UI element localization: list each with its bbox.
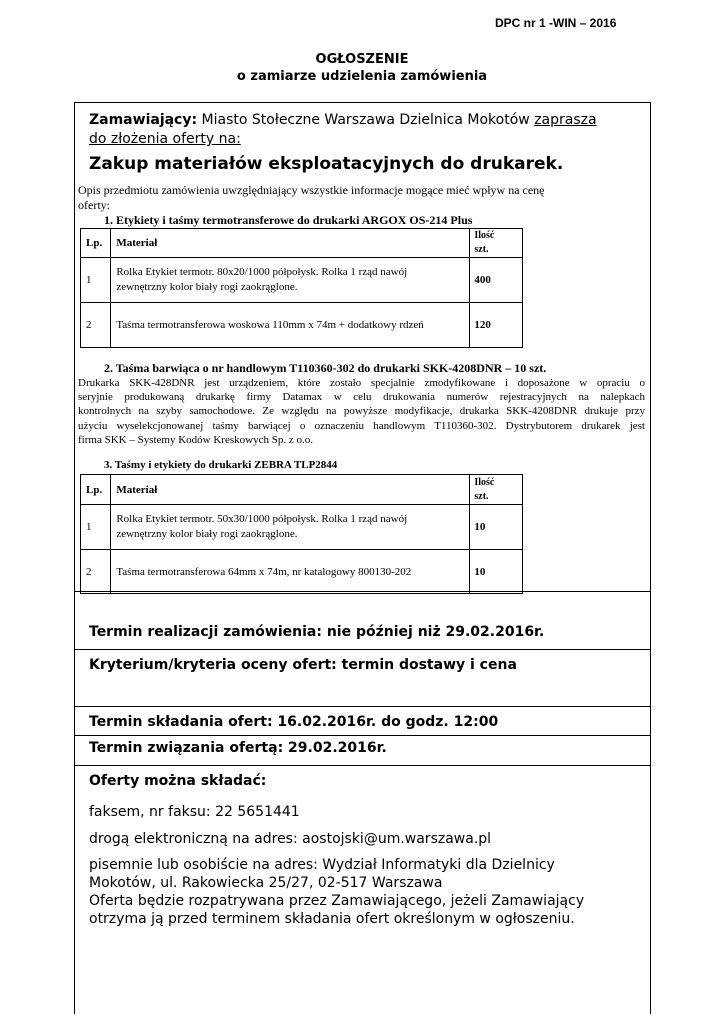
material-line: Rolka Etykiet termotr. 80x20/1000 półpołysk. Rolka 1 rząd nawój	[116, 266, 408, 278]
qty-label: Ilość	[474, 476, 495, 488]
table-row	[81, 550, 523, 594]
material-line: zewnętrzny kolor biały rogi zaokrąglone.	[116, 281, 298, 293]
row-material: Taśma termotransferowa 64mm x 74m, nr katalogowy 800130-202	[111, 550, 470, 594]
materials-table-2	[80, 474, 523, 594]
invite-text-2: do złożenia oferty na:	[89, 131, 241, 147]
divider	[74, 765, 651, 766]
binding-period: Termin związania ofertą: 29.02.2016r.	[89, 740, 387, 756]
row-lp: 1	[81, 258, 111, 303]
order-subject: Zakup materiałów eksploatacyjnych do drukarek.	[89, 154, 564, 174]
page-subtitle: o zamiarze udzielenia zamówienia	[236, 69, 488, 84]
email-info: drogą elektroniczną na adres: aostojski@um.warszawa.pl	[89, 831, 492, 847]
note-line: Oferta będzie rozpatrywana przez Zamawiającego, jeżeli Zamawiający	[89, 893, 585, 909]
section3-heading: 3. Taśmy i etykiety do drukarki ZEBRA TLP2844	[104, 459, 338, 471]
buyer-line	[89, 111, 639, 130]
row-qty: 120	[470, 303, 523, 348]
paragraph-line: seryjnie produkowaną drukarkę firmy Datamax w celu drukowania numerów rejestracyjnych na nalepkach	[78, 391, 645, 404]
column-header-material: Materiał	[111, 229, 470, 258]
row-qty: 400	[470, 258, 523, 303]
buyer-label: Zamawiający:	[89, 112, 198, 128]
divider	[74, 706, 651, 707]
materials-table-1	[80, 228, 523, 348]
section2-heading: 2. Taśma barwiąca o nr handlowym T110360-302 do drukarki SKK-4208DNR – 10 szt.	[104, 361, 547, 375]
postal-line: pisemnie lub osobiście na adres: Wydział Informatyki dla Dzielnicy	[89, 857, 555, 873]
row-material	[111, 258, 470, 303]
frame-right	[650, 102, 651, 1014]
frame-left	[74, 102, 75, 1014]
column-header-qty	[470, 229, 523, 258]
material-line: Rolka Etykiet termotr. 50x30/1000 półpołysk. Rolka 1 rząd nawój	[116, 513, 408, 525]
note-line: otrzyma ją przed terminem składania ofert określonym w ogłoszeniu.	[89, 911, 575, 927]
submission-deadline: Termin składania ofert: 16.02.2016r. do godz. 12:00	[89, 714, 499, 730]
realization-deadline: Termin realizacji zamówienia: nie później niż 29.02.2016r.	[89, 624, 545, 640]
description-intro: Opis przedmiotu zamówienia uwzględniający wszystkie informacje mogące mieć wpływ na cenę	[78, 183, 545, 197]
table-row	[81, 258, 523, 303]
description-intro-2: oferty:	[78, 198, 110, 212]
column-header-qty	[470, 475, 523, 505]
buyer-name: Miasto Stołeczne Warszawa Dzielnica Mokotów	[201, 112, 530, 128]
table-row	[81, 303, 523, 348]
qty-unit: szt.	[474, 490, 489, 502]
fax-info: faksem, nr faksu: 22 5651441	[89, 804, 300, 820]
document-reference: DPC nr 1 -WIN – 2016	[495, 16, 617, 30]
invite-text: zaprasza	[534, 112, 597, 128]
column-header-lp: Lp.	[81, 475, 111, 505]
table-header-row	[81, 475, 523, 505]
row-qty: 10	[470, 505, 523, 550]
offers-heading: Oferty można składać:	[89, 773, 267, 789]
qty-unit: szt.	[474, 244, 489, 255]
section2-body	[78, 376, 645, 447]
table-row	[81, 505, 523, 550]
row-material	[111, 505, 470, 550]
column-header-lp: Lp.	[81, 229, 111, 258]
paragraph-line: kontrolnych na szyby samochodowe. Ze względu na powyższe modyfikacje, drukarka SKK-4208DNR drukuje przy	[78, 405, 645, 418]
material-line: zewnętrzny kolor biały rogi zaokrąglone.	[116, 528, 298, 540]
postal-info	[89, 856, 584, 928]
qty-label: Ilość	[474, 230, 495, 241]
frame-top	[74, 102, 651, 103]
row-lp: 2	[81, 550, 111, 594]
column-header-material: Materiał	[111, 475, 470, 505]
row-material: Taśma termotransferowa woskowa 110mm x 74m + dodatkowy rdzeń	[111, 303, 470, 348]
paragraph-line: Drukarka SKK-428DNR jest urządzeniem, które zostało specjalnie zmodyfikowane i doposażone w opraciu o	[78, 377, 645, 389]
paragraph-line: użyciu wyselekcjonowanej taśmy barwiącej o oznaczeniu handlowym T110360-302. Dystrybutorem drukarek jest	[78, 419, 645, 432]
row-qty: 10	[470, 550, 523, 594]
paragraph-line: firma SKK – Systemy Kodów Kreskowych Sp. z o.o.	[78, 433, 313, 446]
divider	[74, 649, 651, 650]
page-title: OGŁOSZENIE	[315, 52, 409, 67]
table-header-row	[81, 229, 523, 258]
evaluation-criteria: Kryterium/kryteria oceny ofert: termin dostawy i cena	[89, 657, 517, 673]
row-lp: 2	[81, 303, 111, 348]
section1-heading: 1. Etykiety i taśmy termotransferowe do drukarki ARGOX OS-214 Plus	[104, 213, 473, 227]
divider	[74, 735, 651, 736]
row-lp: 1	[81, 505, 111, 550]
postal-line: Mokotów, ul. Rakowiecka 25/27, 02-517 Warszawa	[89, 875, 443, 891]
